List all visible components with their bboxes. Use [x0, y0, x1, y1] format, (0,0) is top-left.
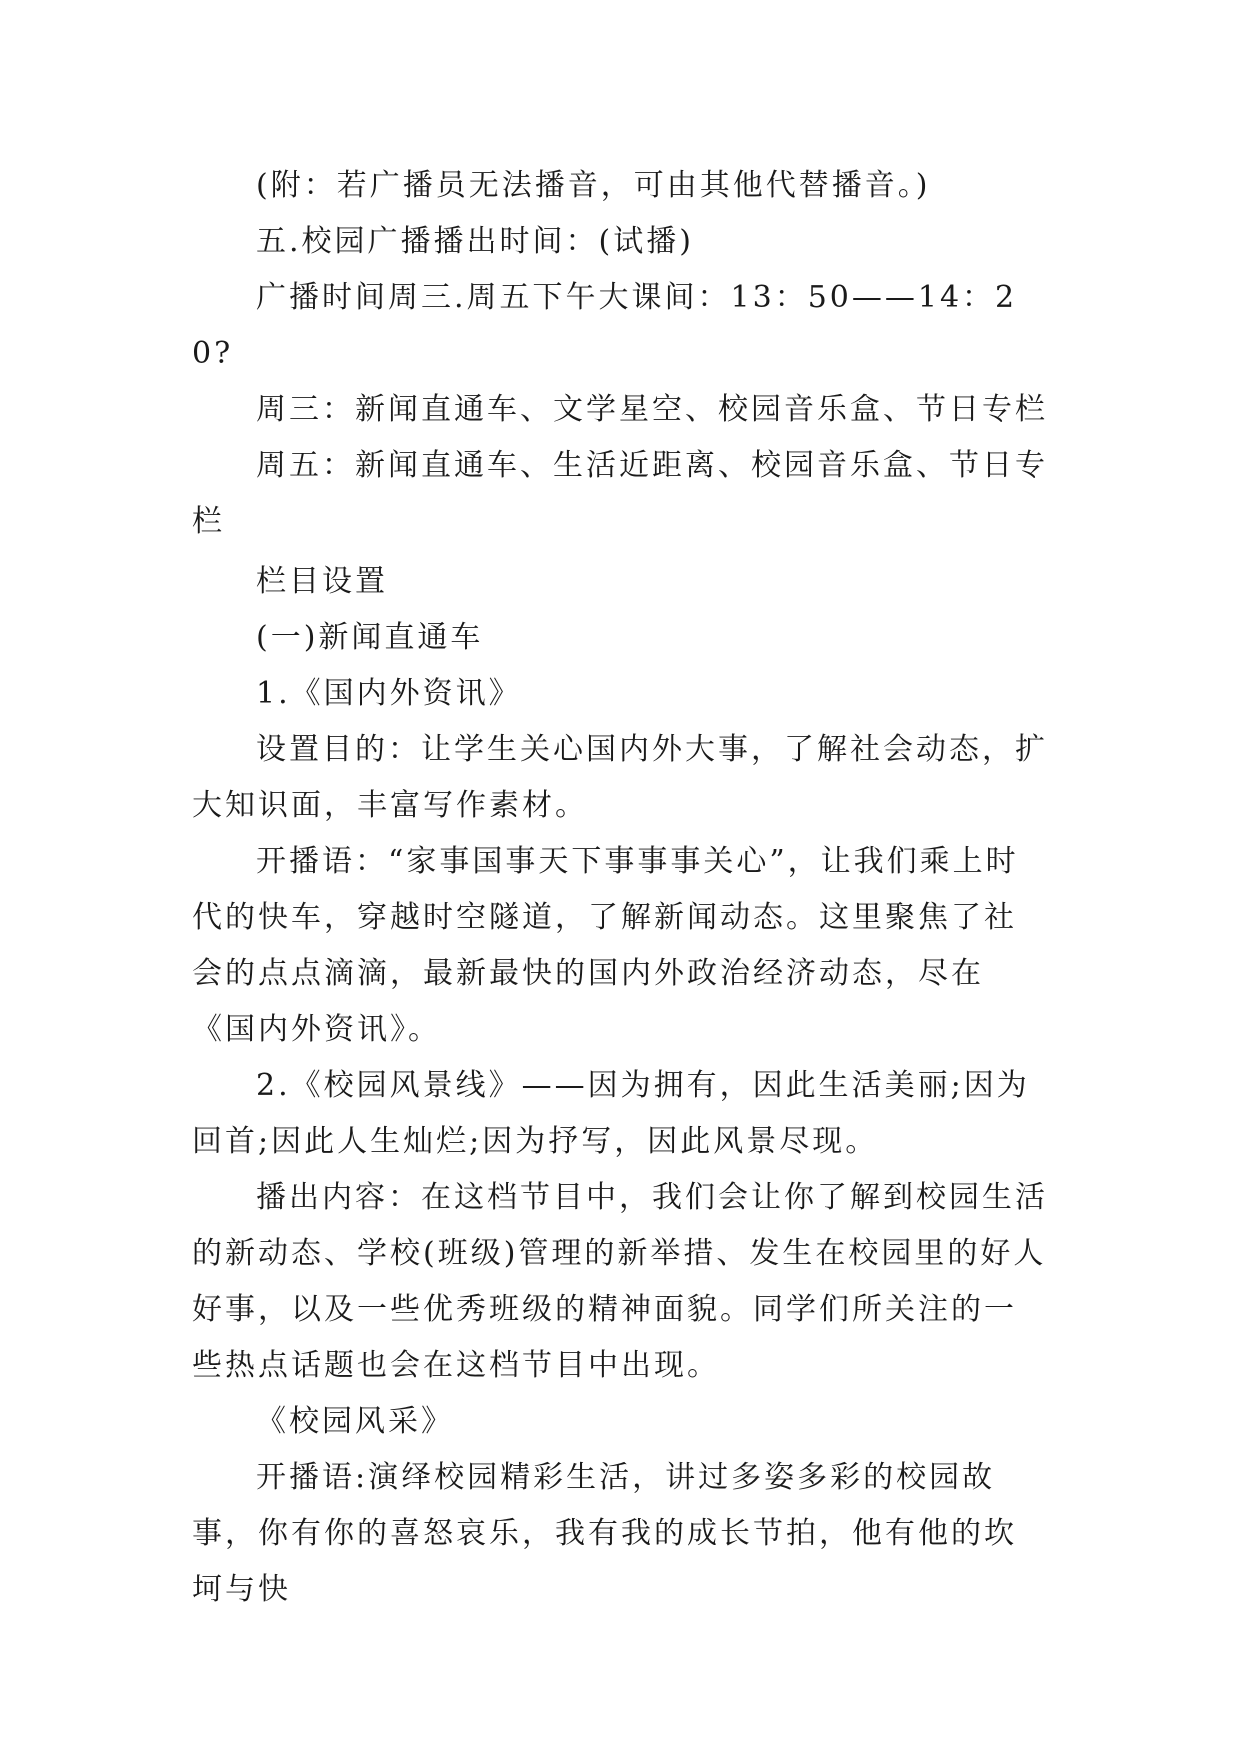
campus-style-opening-paragraph: 开播语:演绎校园精彩生活，讲过多姿多彩的校园故事，你有你的喜怒哀乐，我有我的成长节拍，他有他的坎坷与快 — [192, 1460, 1017, 1607]
broadcast-content-paragraph: 播出内容：在这档节目中，我们会让你了解到校园生活的新动态、学校(班级)管理的新举措、发生在校园里的好人好事，以及一些优秀班级的精神面貌。同学们所关注的一些热点话题也会在这档节目中出现。 — [192, 1180, 1048, 1383]
domestic-foreign-news-heading: 1.《国内外资讯》 — [256, 676, 522, 711]
opening-words-paragraph: 开播语：“家事国事天下事事事关心”，让我们乘上时代的快车，穿越时空隧道，了解新闻动态。这里聚焦了社会的点点滴滴，最新最快的国内外政治经济动态，尽在《国内外资讯》。 — [192, 844, 1019, 1047]
wednesday-schedule: 周三：新闻直通车、文学星空、校园音乐盒、节日专栏 — [256, 392, 1048, 427]
note-paragraph: (附：若广播员无法播音，可由其他代替播音。) — [256, 168, 931, 203]
section-heading-broadcast-time: 五.校园广播播出时间：(试播) — [256, 224, 694, 259]
column-settings-heading: 栏目设置 — [256, 564, 388, 599]
broadcast-time-paragraph: 广播时间周三.周五下午大课间：13：50——14：20? — [192, 280, 1018, 371]
campus-style-heading: 《校园风采》 — [256, 1404, 454, 1439]
friday-schedule: 周五：新闻直通车、生活近距离、校园音乐盒、节日专栏 — [192, 448, 1048, 539]
campus-scenery-paragraph: 2.《校园风景线》——因为拥有，因此生活美丽;因为回首;因此人生灿烂;因为抒写，因此风景尽现。 — [192, 1068, 1030, 1159]
document-page — [192, 158, 1048, 1618]
purpose-paragraph: 设置目的：让学生关心国内外大事，了解社会动态，扩大知识面，丰富写作素材。 — [192, 732, 1048, 823]
news-express-heading: (一)新闻直通车 — [256, 620, 484, 655]
